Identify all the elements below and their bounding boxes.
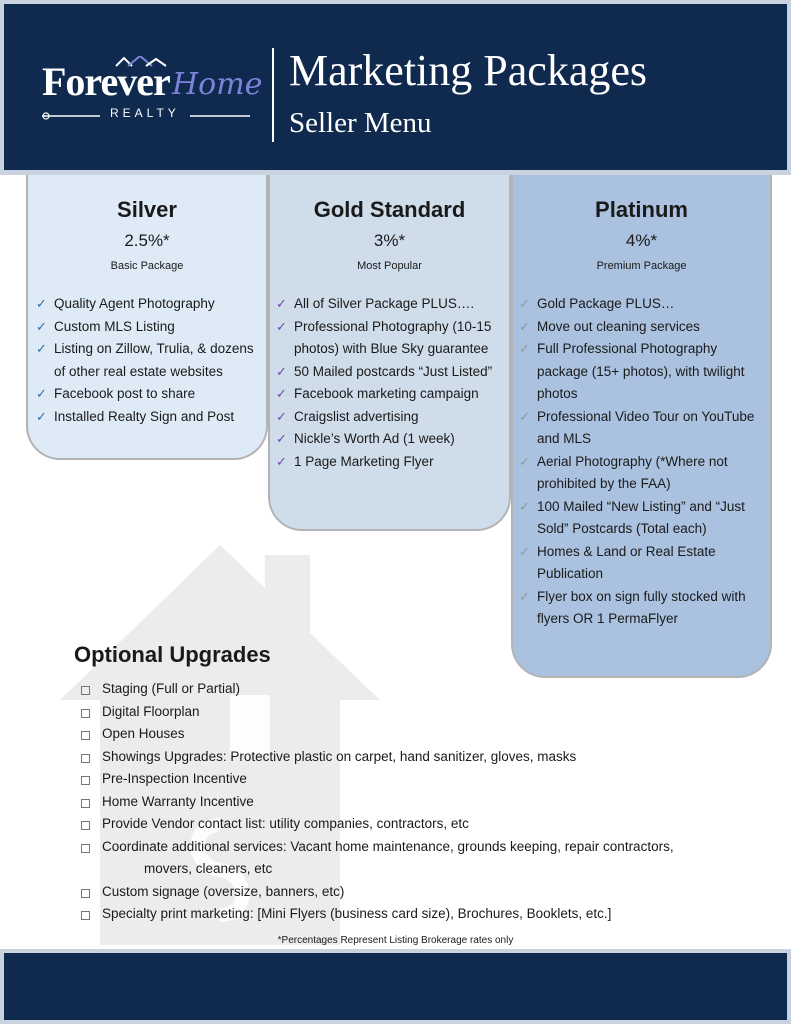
feature-item: ✓ Flyer box on sign fully stocked with flyers OR 1 PermaFlyer <box>519 586 767 631</box>
checkmark-icon: ✓ <box>519 296 530 311</box>
feature-item: ✓ 1 Page Marketing Flyer <box>276 451 508 474</box>
package-tag: Premium Package <box>596 260 687 272</box>
checkmark-icon: ✓ <box>276 363 287 379</box>
header-inner <box>4 4 787 170</box>
feature-item: ✓ All of Silver Package PLUS…. <box>276 293 508 316</box>
package-rate: 2.5%* <box>124 231 170 250</box>
package-name: Silver <box>117 197 177 222</box>
package-rate: 3%* <box>373 231 406 250</box>
feature-item: ✓ 100 Mailed “New Listing” and “Just Sold” Postcards (Total each) <box>519 496 767 541</box>
feature-item: ✓ Listing on Zillow, Trulia, & dozens of other real estate websites <box>36 338 264 383</box>
package-card-gold-standard <box>268 175 511 531</box>
checkmark-icon: ✓ <box>36 386 47 401</box>
package-rate: 4%* <box>625 231 658 250</box>
feature-item: ✓ Professional Photography (10-15 photos) with Blue Sky guarantee <box>276 316 508 361</box>
feature-item: ✓ Professional Video Tour on YouTube and MLS <box>519 406 767 451</box>
package-tag: Basic Package <box>110 260 184 272</box>
upgrade-item: Coordinate additional services: Vacant home maintenance, grounds keeping, repair contractors, movers, cleaners, etc <box>78 836 758 881</box>
checkmark-icon: ✓ <box>519 318 530 334</box>
checkmark-icon: ✓ <box>36 341 47 356</box>
checkmark-icon: ✓ <box>519 498 530 514</box>
package-card-silver <box>26 175 268 460</box>
checkmark-icon: ✓ <box>276 408 287 424</box>
checkmark-icon: ✓ <box>276 296 287 311</box>
upgrade-item: Digital Floorplan <box>78 701 758 724</box>
upgrade-item: Provide Vendor contact list: utility companies, contractors, etc <box>78 813 758 836</box>
optional-upgrades-list <box>78 678 758 926</box>
upgrade-item: Home Warranty Incentive <box>78 791 758 814</box>
upgrade-item: Specialty print marketing: [Mini Flyers (business card size), Brochures, Booklets, etc.] <box>78 903 758 926</box>
feature-item: ✓ Quality Agent Photography <box>36 293 264 316</box>
footer-banner <box>0 949 791 1024</box>
checkbox-icon <box>81 731 90 740</box>
package-card-platinum <box>511 175 772 678</box>
package-tag: Most Popular <box>357 260 422 272</box>
checkbox-icon <box>81 686 90 695</box>
checkbox-icon <box>81 844 90 853</box>
logo-word-forever: Forever <box>42 59 170 104</box>
upgrade-item: Pre-Inspection Incentive <box>78 768 758 791</box>
header-banner <box>0 0 791 175</box>
page-title: Marketing Packages <box>289 46 647 95</box>
checkmark-icon: ✓ <box>276 453 287 469</box>
feature-item: ✓ Facebook marketing campaign <box>276 383 508 406</box>
checkmark-icon: ✓ <box>276 431 287 446</box>
feature-item: ✓ 50 Mailed postcards “Just Listed” <box>276 361 508 384</box>
checkmark-icon: ✓ <box>519 453 530 469</box>
forever-home-realty-logo <box>40 56 263 126</box>
checkmark-icon: ✓ <box>36 296 47 311</box>
feature-item: ✓ Custom MLS Listing <box>36 316 264 339</box>
checkbox-icon <box>81 709 90 718</box>
checkbox-icon <box>81 799 90 808</box>
feature-item: ✓ Aerial Photography (*Where not prohibited by the FAA) <box>519 451 767 496</box>
feature-item: ✓ Homes & Land or Real Estate Publication <box>519 541 767 586</box>
package-name: Gold Standard <box>313 197 466 222</box>
checkbox-icon <box>81 776 90 785</box>
feature-item: ✓ Gold Package PLUS… <box>519 293 767 316</box>
checkbox-icon <box>81 889 90 898</box>
optional-upgrades-heading: Optional Upgrades <box>74 642 271 667</box>
checkmark-icon: ✓ <box>36 408 47 424</box>
package-features <box>519 293 767 631</box>
footer-inner <box>4 953 787 1020</box>
upgrade-item: Showings Upgrades: Protective plastic on carpet, hand sanitizer, gloves, masks <box>78 746 758 769</box>
feature-item: ✓ Move out cleaning services <box>519 316 767 339</box>
checkbox-icon <box>81 911 90 920</box>
feature-item: ✓ Craigslist advertising <box>276 406 508 429</box>
header-divider <box>272 48 274 142</box>
logo-word-realty: REALTY <box>110 106 180 120</box>
checkmark-icon: ✓ <box>519 408 530 424</box>
package-features <box>276 293 508 473</box>
feature-item: ✓ Facebook post to share <box>36 383 264 406</box>
footnote: *Percentages Represent Listing Brokerage rates only <box>277 935 514 946</box>
checkbox-icon <box>81 821 90 830</box>
checkbox-icon <box>81 754 90 763</box>
checkmark-icon: ✓ <box>276 386 287 401</box>
checkmark-icon: ✓ <box>36 318 47 334</box>
upgrade-item: Open Houses <box>78 723 758 746</box>
feature-item: ✓ Full Professional Photography package (15+ photos), with twilight photos <box>519 338 767 406</box>
upgrade-item: Staging (Full or Partial) <box>78 678 758 701</box>
logo-word-home: Home <box>172 67 263 102</box>
upgrade-item: Custom signage (oversize, banners, etc) <box>78 881 758 904</box>
checkmark-icon: ✓ <box>519 341 530 356</box>
page-subtitle: Seller Menu <box>289 107 432 139</box>
feature-item: ✓ Installed Realty Sign and Post <box>36 406 264 429</box>
checkmark-icon: ✓ <box>276 318 287 334</box>
feature-item: ✓ Nickle’s Worth Ad (1 week) <box>276 428 508 451</box>
package-features <box>36 293 264 428</box>
package-name: Platinum <box>595 197 688 222</box>
checkmark-icon: ✓ <box>519 588 530 604</box>
checkmark-icon: ✓ <box>519 543 530 559</box>
upgrade-item-continuation: movers, cleaners, etc <box>144 861 273 876</box>
